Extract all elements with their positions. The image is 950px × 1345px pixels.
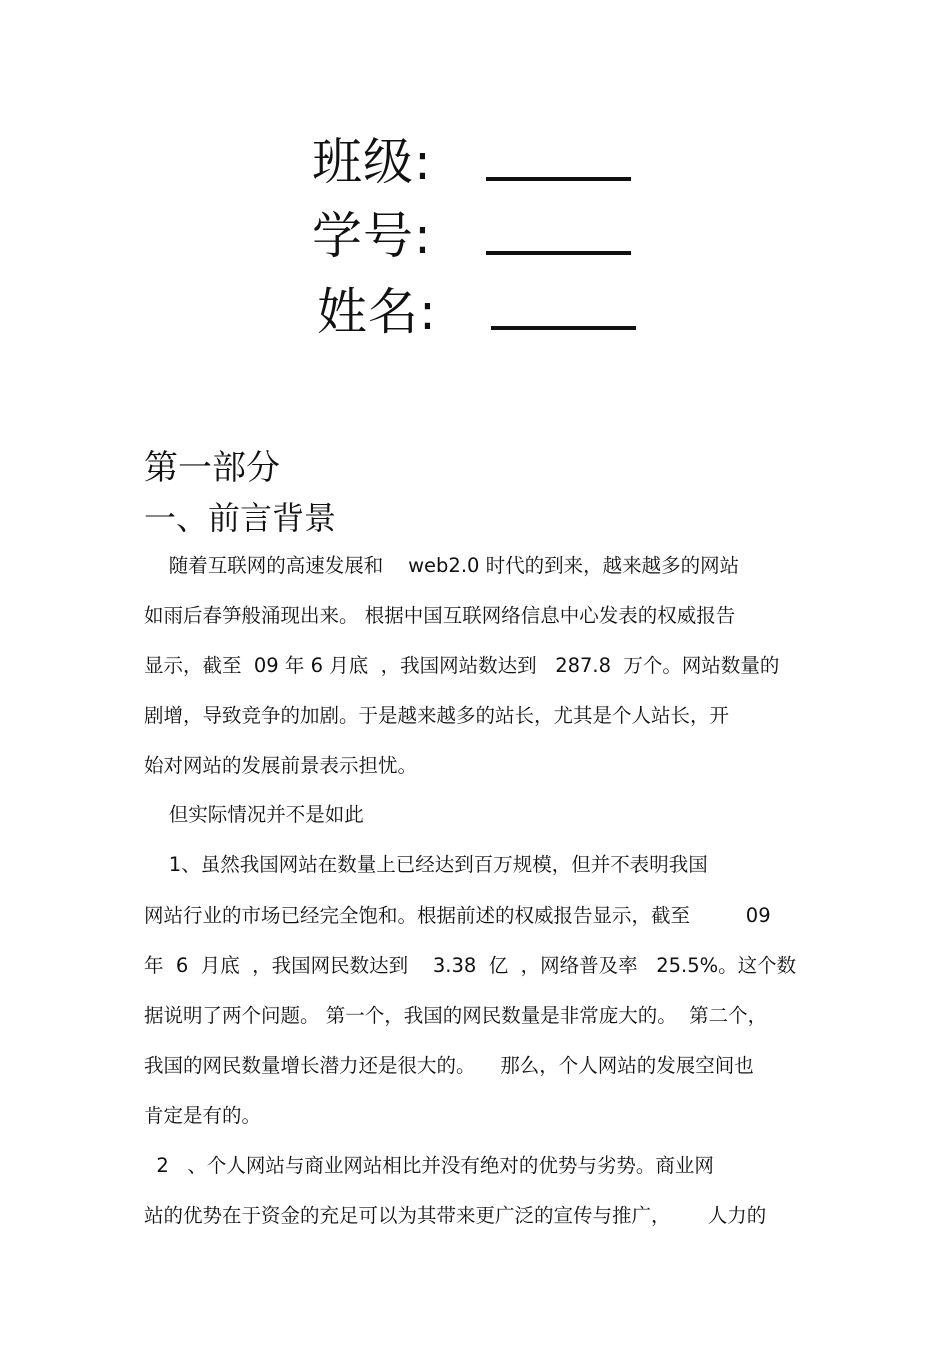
name-field	[317, 284, 437, 340]
name-blank-line[interactable]	[491, 326, 636, 330]
section-heading: 一、前言背景	[144, 499, 337, 537]
body-line: 如雨后春笋般涌现出来。 根据中国互联网络信息中心发表的权威报告	[144, 604, 736, 627]
class-blank-line[interactable]	[486, 177, 631, 181]
body-line: 我国的网民数量增长潜力还是很大的。 那么，个人网站的发展空间也	[144, 1054, 754, 1077]
body-line: 肯定是有的。	[144, 1104, 262, 1127]
body-line: 站的优势在于资金的充足可以为其带来更广泛的宣传与推广， 人力的	[144, 1204, 767, 1227]
body-line: 年 6 月底 ，我国网民数达到 3.38 亿 ，网络普及率 25.5%。这个数	[144, 954, 797, 977]
body-line: 但实际情况并不是如此	[144, 803, 364, 826]
class-field	[312, 134, 432, 190]
body-line: 2 、个人网站与商业网站相比并没有绝对的优势与劣势。商业网	[144, 1154, 714, 1177]
student-id-blank-line[interactable]	[486, 251, 631, 255]
body-line: 剧增，导致竞争的加剧。于是越来越多的站长，尤其是个人站长，开	[144, 704, 730, 727]
body-line: 始对网站的发展前景表示担忧。	[144, 754, 418, 777]
body-line: 显示，截至 09 年 6 月底 ，我国网站数达到 287.8 万个。网站数量的	[144, 654, 780, 677]
part-heading: 第一部分	[144, 448, 280, 488]
body-line: 据说明了两个问题。 第一个，我国的网民数量是非常庞大的。 第二个，	[144, 1004, 768, 1027]
name-label: 姓名:	[317, 283, 437, 341]
body-line: 1、虽然我国网站在数量上已经达到百万规模，但并不表明我国	[144, 853, 708, 876]
student-id-field	[312, 208, 432, 264]
body-line: 网站行业的市场已经完全饱和。根据前述的权威报告显示，截至 09	[144, 904, 771, 927]
body-line: 随着互联网的高速发展和 web2.0 时代的到来，越来越多的网站	[144, 554, 740, 577]
student-id-label: 学号:	[312, 207, 432, 265]
class-label: 班级:	[312, 133, 432, 191]
